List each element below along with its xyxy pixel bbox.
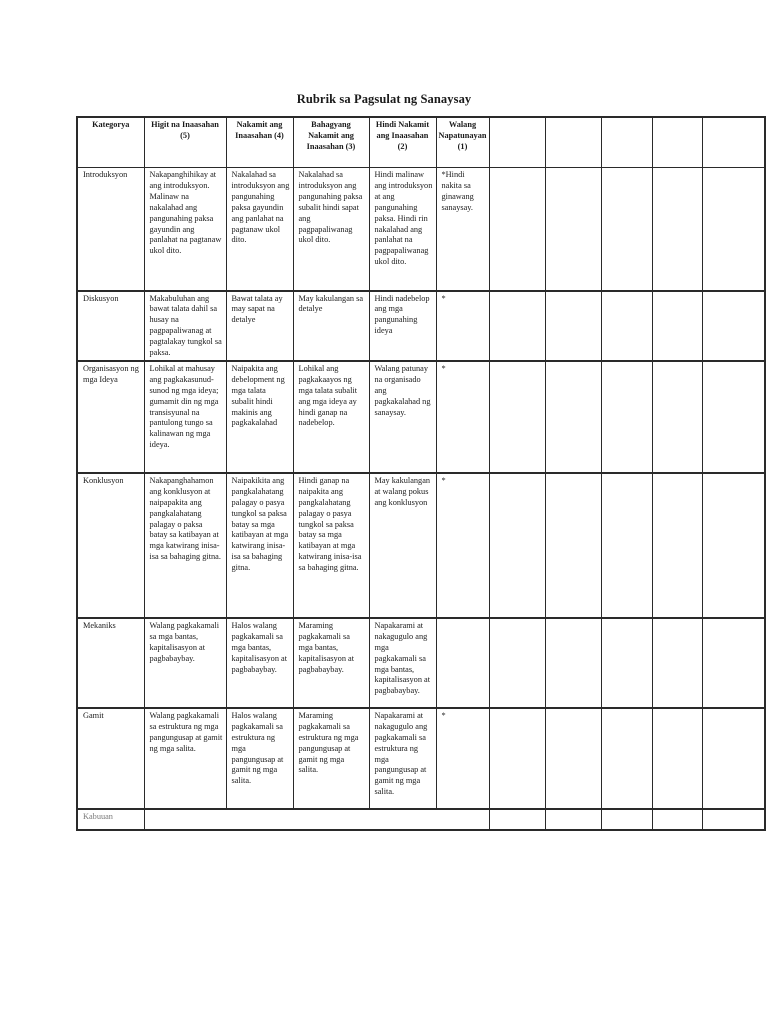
empty-cell: [545, 708, 601, 809]
column-header-5: Higit na Inaasahan (5): [144, 117, 226, 168]
column-header-1: Walang Napatunayan (1): [436, 117, 489, 168]
empty-cell: [545, 361, 601, 473]
total-cell: [144, 809, 489, 830]
total-label: Kabuuan: [77, 809, 144, 830]
empty-cell: [601, 809, 652, 830]
rubric-cell: Makabuluhan ang bawat talata dahil sa husay na pagpapaliwanag at pagtalakay tungkol sa paksa.: [144, 291, 226, 361]
rubric-cell: Nakalahad sa introduksyon ang pangunahing paksa gayundin ang panlahat na pagtanaw ukol dito.: [226, 168, 293, 291]
rubric-cell: Lohikal at mahusay ang pagkakasunud-sunod ng mga ideya; gumamit din ng mga transisyunal na pantulong tungo sa kalinawan ng mga ideya.: [144, 361, 226, 473]
empty-cell: [489, 168, 545, 291]
rubric-cell: Hindi ganap na naipakita ang pangkalahatang palagay o pasya tungkol sa paksa batay sa mga katibayan at mga katwirang inisa-isa sa bahaging gitna.: [293, 473, 369, 618]
category-cell: Konklusyon: [77, 473, 144, 618]
empty-cell: [652, 473, 702, 618]
column-header-blank: [601, 117, 652, 168]
empty-cell: [545, 473, 601, 618]
column-header-blank: [702, 117, 765, 168]
empty-cell: [702, 708, 765, 809]
empty-cell: [545, 809, 601, 830]
rubric-cell: Maraming pagkakamali sa estruktura ng mga pangungusap at gamit ng mga salita.: [293, 708, 369, 809]
rubric-cell: *: [436, 291, 489, 361]
rubric-cell: Napakarami at nakagugulo ang pagkakamali sa estruktura ng mga pangungusap at gamit ng mga salita.: [369, 708, 436, 809]
empty-cell: [489, 708, 545, 809]
rubric-cell: *Hindi nakita sa ginawang sanaysay.: [436, 168, 489, 291]
category-cell: Mekaniks: [77, 618, 144, 708]
rubric-cell: May kakulangan sa detalye: [293, 291, 369, 361]
empty-cell: [652, 618, 702, 708]
column-header-kategorya: Kategorya: [77, 117, 144, 168]
empty-cell: [489, 291, 545, 361]
empty-cell: [545, 618, 601, 708]
rubric-cell: Naipakita ang debelopment ng mga talata subalit hindi makinis ang pagkakalahad: [226, 361, 293, 473]
empty-cell: [702, 809, 765, 830]
empty-cell: [652, 708, 702, 809]
rubric-table: [76, 116, 766, 831]
empty-cell: [489, 618, 545, 708]
empty-cell: [702, 618, 765, 708]
column-header-blank: [652, 117, 702, 168]
table-row: [77, 473, 765, 618]
table-row: [77, 361, 765, 473]
category-cell: Gamit: [77, 708, 144, 809]
category-cell: Diskusyon: [77, 291, 144, 361]
rubric-cell: Walang pagkakamali sa estruktura ng mga pangungusap at gamit ng mga salita.: [144, 708, 226, 809]
empty-cell: [545, 168, 601, 291]
empty-cell: [652, 809, 702, 830]
rubric-cell: Nakalahad sa introduksyon ang pangunahing paksa subalit hindi sapat ang pagpapaliwanag ukol dito.: [293, 168, 369, 291]
empty-cell: [652, 168, 702, 291]
empty-cell: [652, 361, 702, 473]
rubric-cell: *: [436, 708, 489, 809]
column-header-2: Hindi Nakamit ang Inaasahan (2): [369, 117, 436, 168]
rubric-cell: Walang pagkakamali sa mga bantas, kapitalisasyon at pagbabaybay.: [144, 618, 226, 708]
table-row: [77, 168, 765, 291]
table-row: [77, 708, 765, 809]
column-header-3: Bahagyang Nakamit ang Inaasahan (3): [293, 117, 369, 168]
empty-cell: [601, 618, 652, 708]
category-cell: Introduksyon: [77, 168, 144, 291]
empty-cell: [601, 473, 652, 618]
table-row: [77, 291, 765, 361]
column-header-blank: [489, 117, 545, 168]
rubric-cell: Halos walang pagkakamali sa mga bantas, kapitalisasyon at pagbabaybay.: [226, 618, 293, 708]
total-row: [77, 809, 765, 830]
empty-cell: [652, 291, 702, 361]
category-cell: Organisasyon ng mga Ideya: [77, 361, 144, 473]
table-row: [77, 618, 765, 708]
empty-cell: [489, 473, 545, 618]
rubric-cell: Bawat talata ay may sapat na detalye: [226, 291, 293, 361]
rubric-cell: Napakarami at nakagugulo ang mga pagkakamali sa mga bantas, kapitalisasyon at pagbabaybay.: [369, 618, 436, 708]
header-row: [77, 117, 765, 168]
rubric-cell: [436, 618, 489, 708]
rubric-cell: Lohikal ang pagkakaayos ng mga talata subalit ang mga ideya ay hindi ganap na nadebelop.: [293, 361, 369, 473]
empty-cell: [489, 809, 545, 830]
empty-cell: [702, 291, 765, 361]
rubric-cell: Naipakikita ang pangkalahatang palagay o pasya tungkol sa paksa batay sa mga katibayan at mga katwirang inisa-isa sa bahaging gitna.: [226, 473, 293, 618]
rubric-cell: Hindi malinaw ang introduksyon at ang pangunahing paksa. Hindi rin nakalahad ang panlahat na pagpapaliwanag ukol dito.: [369, 168, 436, 291]
rubric-cell: Nakapanghahamon ang konklusyon at naipapakita ang pangkalahatang palagay o paksa batay sa katibayan at mga katwirang inisa-isa sa bahaging gitna.: [144, 473, 226, 618]
rubric-cell: May kakulangan at walang pokus ang konklusyon: [369, 473, 436, 618]
empty-cell: [601, 168, 652, 291]
rubric-cell: *: [436, 473, 489, 618]
empty-cell: [702, 361, 765, 473]
rubric-cell: Halos walang pagkakamali sa estruktura ng mga pangungusap at gamit ng mga salita.: [226, 708, 293, 809]
empty-cell: [702, 473, 765, 618]
empty-cell: [545, 291, 601, 361]
empty-cell: [601, 361, 652, 473]
rubric-cell: Maraming pagkakamali sa mga bantas, kapitalisasyon at pagbabaybay.: [293, 618, 369, 708]
rubric-cell: Hindi nadebelop ang mga pangunahing ideya: [369, 291, 436, 361]
rubric-cell: Walang patunay na organisado ang pagkakalahad ng sanaysay.: [369, 361, 436, 473]
rubric-cell: Nakapanghihikay at ang introduksyon. Malinaw na nakalahad ang pangunahing paksa gayundin ang panlahat na pagtanaw ukol dito.: [144, 168, 226, 291]
empty-cell: [702, 168, 765, 291]
page-title: Rubrik sa Pagsulat ng Sanaysay: [296, 92, 472, 106]
empty-cell: [601, 708, 652, 809]
rubric-cell: *: [436, 361, 489, 473]
column-header-4: Nakamit ang Inaasahan (4): [226, 117, 293, 168]
empty-cell: [489, 361, 545, 473]
column-header-blank: [545, 117, 601, 168]
empty-cell: [601, 291, 652, 361]
